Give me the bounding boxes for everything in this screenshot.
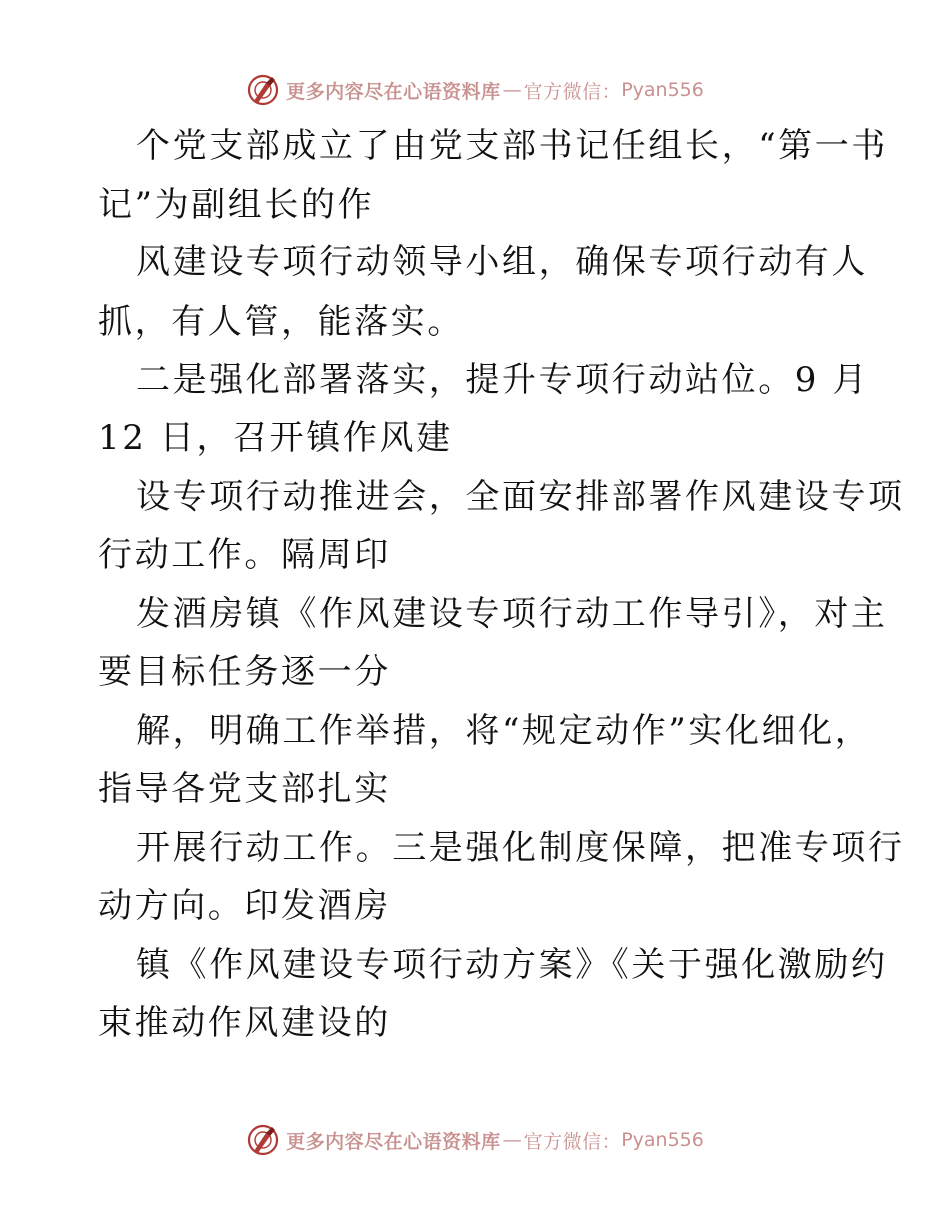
body-line: 束推动作风建设的	[98, 1003, 391, 1043]
watermark-site-text: 更多内容尽在心语资料库	[286, 80, 501, 103]
body-line: 解，明确工作举措，将“规定动作”实化细化，	[136, 711, 872, 751]
footer-watermark	[0, 1120, 950, 1160]
body-line: 设专项行动推进会，全面安排部署作风建设专项	[136, 477, 905, 517]
body-line: 风建设专项行动领导小组，确保专项行动有人	[136, 242, 868, 282]
body-line: 个党支部成立了由党支部书记任组长，“第一书	[136, 126, 888, 166]
watermark-separator: —	[502, 79, 522, 101]
pen-nib-circle-icon	[246, 73, 280, 107]
body-line: 指导各党支部扎实	[98, 769, 391, 809]
body-line: 发酒房镇《作风建设专项行动工作导引》，对主	[136, 594, 888, 634]
body-line: 要目标任务逐一分	[98, 652, 391, 692]
watermark-wechat-id: Pyan556	[621, 79, 704, 101]
body-line: 行动工作。隔周印	[98, 535, 391, 575]
watermark-separator: —	[502, 1129, 522, 1151]
body-line: 12 日，召开镇作风建	[98, 418, 453, 458]
body-line: 开展行动工作。三是强化制度保障，把准专项行	[136, 828, 905, 868]
watermark-wechat-id: Pyan556	[621, 1129, 704, 1151]
body-line: 动方向。印发酒房	[98, 886, 391, 926]
header-watermark	[0, 70, 950, 110]
body-line: 记”为副组长的作	[98, 185, 375, 225]
pen-nib-circle-icon	[246, 1123, 280, 1157]
body-line: 镇《作风建设专项行动方案》《关于强化激励约	[136, 945, 888, 985]
body-line: 二是强化部署落实，提升专项行动站位。9 月	[136, 360, 870, 400]
body-line: 抓，有人管，能落实。	[98, 302, 464, 342]
watermark-wechat-label: 官方微信：	[523, 80, 622, 103]
watermark-wechat-label: 官方微信：	[523, 1130, 622, 1153]
watermark-site-text: 更多内容尽在心语资料库	[286, 1130, 501, 1153]
